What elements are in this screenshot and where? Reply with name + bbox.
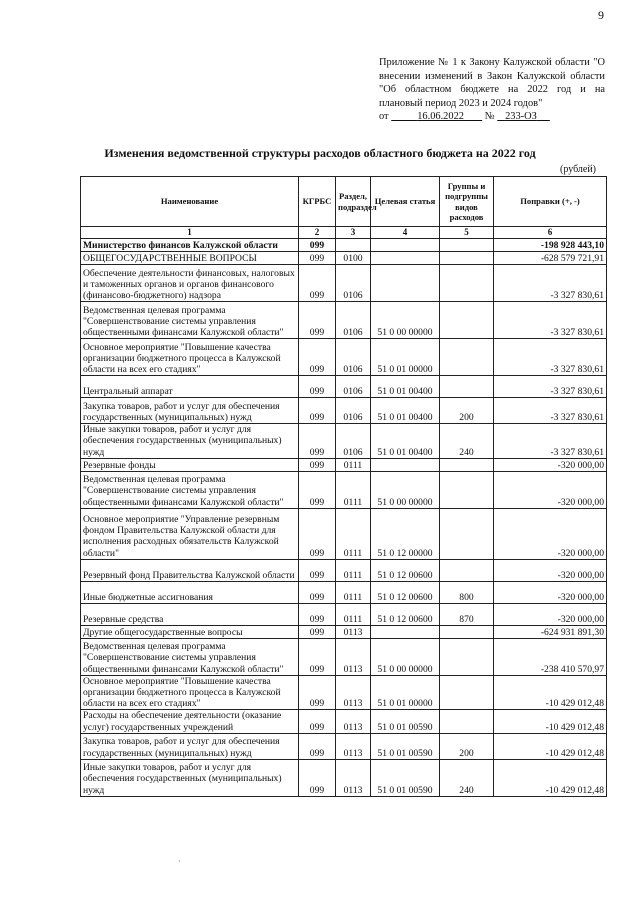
cell-kgrbs: 099 <box>299 471 336 508</box>
cell-cs <box>371 625 440 638</box>
cell-cs: 51 0 00 00000 <box>371 302 440 339</box>
cell-sum: -628 579 721,91 <box>494 252 607 265</box>
cell-razdel: 0111 <box>336 508 371 559</box>
cell-name: Обеспечение деятельности финансовых, налоговых и таможенных органов и органов финансового (финансово-бюджетного) надзора <box>81 265 299 302</box>
cell-razdel: 0106 <box>336 339 371 376</box>
column-number: 6 <box>494 227 607 239</box>
table-row <box>81 302 607 339</box>
cell-cs: 51 0 12 00600 <box>371 559 440 581</box>
cell-cs: 51 0 01 00590 <box>371 759 440 796</box>
cell-vr <box>440 675 494 710</box>
cell-sum: -624 931 891,30 <box>494 625 607 638</box>
cell-cs <box>371 458 440 471</box>
cell-cs: 51 0 01 00000 <box>371 339 440 376</box>
appendix-number-prefix: № <box>484 111 495 123</box>
cell-razdel: 0111 <box>336 458 371 471</box>
column-number: 2 <box>299 227 336 239</box>
cell-cs: 51 0 12 00600 <box>371 581 440 603</box>
cell-cs <box>371 265 440 302</box>
appendix-note <box>379 56 605 124</box>
cell-name: Основное мероприятие "Повышение качества организации бюджетного процесса в Калужской области на всех его стадиях" <box>81 675 299 710</box>
table-row <box>81 471 607 508</box>
cell-razdel: 0111 <box>336 581 371 603</box>
table-row <box>81 458 607 471</box>
table-row <box>81 733 607 759</box>
appendix-number: 233-ОЗ <box>505 111 537 123</box>
table-row <box>81 252 607 265</box>
column-number: 4 <box>371 227 440 239</box>
cell-vr <box>440 239 494 252</box>
cell-vr <box>440 339 494 376</box>
cell-vr: 870 <box>440 603 494 625</box>
header-name: Наименование <box>81 177 299 227</box>
table-row <box>81 265 607 302</box>
cell-name: Иные закупки товаров, работ и услуг для обеспечения государственных (муниципальных) нужд <box>81 759 299 796</box>
cell-name: Закупка товаров, работ и услуг для обеспечения государственных (муниципальных) нужд <box>81 398 299 424</box>
table-row <box>81 759 607 796</box>
cell-cs <box>371 239 440 252</box>
table-header-row <box>81 177 607 227</box>
header-expense-type: Группы и подгруппы видов расходов <box>440 177 494 227</box>
cell-sum: -320 000,00 <box>494 559 607 581</box>
table-row <box>81 581 607 603</box>
budget-table <box>80 176 607 797</box>
cell-name: Закупка товаров, работ и услуг для обеспечения государственных (муниципальных) нужд <box>81 733 299 759</box>
cell-sum: -10 429 012,48 <box>494 675 607 710</box>
cell-sum: -10 429 012,48 <box>494 733 607 759</box>
cell-name: Ведомственная целевая программа "Совершенствование системы управления общественными финансами Калужской области" <box>81 638 299 675</box>
table-row <box>81 559 607 581</box>
table-column-numbers <box>81 227 607 239</box>
cell-cs: 51 0 01 00590 <box>371 710 440 733</box>
cell-vr <box>440 458 494 471</box>
cell-razdel: 0106 <box>336 424 371 459</box>
cell-vr <box>440 471 494 508</box>
cell-razdel: 0111 <box>336 603 371 625</box>
cell-vr: 200 <box>440 398 494 424</box>
cell-sum: -320 000,00 <box>494 508 607 559</box>
cell-kgrbs: 099 <box>299 638 336 675</box>
cell-vr <box>440 559 494 581</box>
cell-cs: 51 0 12 00000 <box>371 508 440 559</box>
cell-sum: -320 000,00 <box>494 581 607 603</box>
cell-name: Другие общегосударственные вопросы <box>81 625 299 638</box>
header-amendment: Поправки (+, -) <box>494 177 607 227</box>
page-number: 9 <box>598 8 604 22</box>
cell-sum: -320 000,00 <box>494 471 607 508</box>
table-row <box>81 710 607 733</box>
cell-sum: -10 429 012,48 <box>494 710 607 733</box>
cell-kgrbs: 099 <box>299 458 336 471</box>
cell-razdel <box>336 239 371 252</box>
units-label: (рублей) <box>560 164 597 175</box>
cell-kgrbs: 099 <box>299 759 336 796</box>
cell-kgrbs: 099 <box>299 508 336 559</box>
cell-name: Ведомственная целевая программа "Совершенствование системы управления общественными финансами Калужской области" <box>81 302 299 339</box>
document-title: Изменения ведомственной структуры расходов областного бюджета на 2022 год <box>104 146 536 160</box>
cell-razdel: 0111 <box>336 559 371 581</box>
cell-sum: -238 410 570,97 <box>494 638 607 675</box>
cell-kgrbs: 099 <box>299 710 336 733</box>
cell-vr: 800 <box>440 581 494 603</box>
cell-sum: -10 429 012,48 <box>494 759 607 796</box>
column-number: 1 <box>81 227 299 239</box>
header-target-article: Целевая статья <box>371 177 440 227</box>
table-row <box>81 625 607 638</box>
table-row <box>81 398 607 424</box>
cell-name: Резервные фонды <box>81 458 299 471</box>
cell-cs: 51 0 01 00400 <box>371 376 440 398</box>
cell-vr <box>440 302 494 339</box>
cell-name: Резервные средства <box>81 603 299 625</box>
cell-kgrbs: 099 <box>299 581 336 603</box>
cell-sum: -198 928 443,10 <box>494 239 607 252</box>
table-row <box>81 638 607 675</box>
cell-name: Центральный аппарат <box>81 376 299 398</box>
cell-cs <box>371 252 440 265</box>
cell-cs: 51 0 01 00000 <box>371 675 440 710</box>
cell-kgrbs: 099 <box>299 239 336 252</box>
cell-razdel: 0113 <box>336 710 371 733</box>
cell-name: Основное мероприятие "Управление резервным фондом Правительства Калужской области для исполнения расходных обязательств Калужской области" <box>81 508 299 559</box>
cell-kgrbs: 099 <box>299 675 336 710</box>
cell-sum: -320 000,00 <box>494 458 607 471</box>
cell-razdel: 0111 <box>336 471 371 508</box>
cell-kgrbs: 099 <box>299 625 336 638</box>
table-row <box>81 339 607 376</box>
cell-kgrbs: 099 <box>299 302 336 339</box>
cell-sum: -3 327 830,61 <box>494 302 607 339</box>
table-row <box>81 424 607 459</box>
cell-name: Министерство финансов Калужской области <box>81 239 299 252</box>
cell-name: Ведомственная целевая программа "Совершенствование системы управления общественными финансами Калужской области" <box>81 471 299 508</box>
cell-razdel: 0113 <box>336 675 371 710</box>
cell-cs: 51 0 00 00000 <box>371 638 440 675</box>
cell-cs: 51 0 01 00400 <box>371 398 440 424</box>
cell-razdel: 0113 <box>336 638 371 675</box>
cell-name: Расходы на обеспечение деятельности (оказание услуг) государственных учреждений <box>81 710 299 733</box>
table-row <box>81 239 607 252</box>
cell-kgrbs: 099 <box>299 603 336 625</box>
cell-vr <box>440 710 494 733</box>
cell-name: Иные закупки товаров, работ и услуг для обеспечения государственных (муниципальных) нужд <box>81 424 299 459</box>
cell-kgrbs: 099 <box>299 265 336 302</box>
column-number: 3 <box>336 227 371 239</box>
cell-razdel: 0100 <box>336 252 371 265</box>
table-row <box>81 508 607 559</box>
cell-razdel: 0113 <box>336 625 371 638</box>
cell-razdel: 0113 <box>336 759 371 796</box>
cell-name: Резервный фонд Правительства Калужской области <box>81 559 299 581</box>
appendix-date: 16.06.2022 <box>417 111 464 123</box>
cell-kgrbs: 099 <box>299 733 336 759</box>
cell-kgrbs: 099 <box>299 339 336 376</box>
column-number: 5 <box>440 227 494 239</box>
cell-vr <box>440 252 494 265</box>
cell-vr <box>440 638 494 675</box>
cell-cs: 51 0 01 00400 <box>371 424 440 459</box>
cell-vr: 240 <box>440 759 494 796</box>
cell-name: Иные бюджетные ассигнования <box>81 581 299 603</box>
cell-vr: 200 <box>440 733 494 759</box>
header-razdel: Раздел, подраздел <box>336 177 371 227</box>
cell-razdel: 0106 <box>336 265 371 302</box>
appendix-date-prefix: от <box>379 111 389 123</box>
cell-razdel: 0113 <box>336 733 371 759</box>
table-row <box>81 675 607 710</box>
cell-razdel: 0106 <box>336 302 371 339</box>
cell-razdel: 0106 <box>336 398 371 424</box>
cell-kgrbs: 099 <box>299 559 336 581</box>
cell-kgrbs: 099 <box>299 376 336 398</box>
appendix-text: Приложение № 1 к Закону Калужской области "О внесении изменений в Закон Калужской области "Об областном бюджете на 2022 год и на плановый период 2023 и 2024 годов" <box>379 57 605 109</box>
cell-razdel: 0106 <box>336 376 371 398</box>
cell-vr <box>440 625 494 638</box>
cell-sum: -3 327 830,61 <box>494 376 607 398</box>
cell-cs: 51 0 00 00000 <box>371 471 440 508</box>
cell-kgrbs: 099 <box>299 398 336 424</box>
cell-cs: 51 0 01 00590 <box>371 733 440 759</box>
table-row <box>81 603 607 625</box>
cell-sum: -320 000,00 <box>494 603 607 625</box>
cell-cs: 51 0 12 00600 <box>371 603 440 625</box>
table-row <box>81 376 607 398</box>
cell-sum: -3 327 830,61 <box>494 339 607 376</box>
cell-sum: -3 327 830,61 <box>494 265 607 302</box>
cell-kgrbs: 099 <box>299 424 336 459</box>
cell-vr <box>440 265 494 302</box>
cell-vr: 240 <box>440 424 494 459</box>
cell-vr <box>440 508 494 559</box>
cell-name: Основное мероприятие "Повышение качества организации бюджетного процесса в Калужской области на всех его стадиях" <box>81 339 299 376</box>
scan-mark: · <box>178 857 181 866</box>
cell-kgrbs: 099 <box>299 252 336 265</box>
cell-name: ОБЩЕГОСУДАРСТВЕННЫЕ ВОПРОСЫ <box>81 252 299 265</box>
cell-sum: -3 327 830,61 <box>494 424 607 459</box>
header-kgrbs: КГРБС <box>299 177 336 227</box>
cell-sum: -3 327 830,61 <box>494 398 607 424</box>
cell-vr <box>440 376 494 398</box>
